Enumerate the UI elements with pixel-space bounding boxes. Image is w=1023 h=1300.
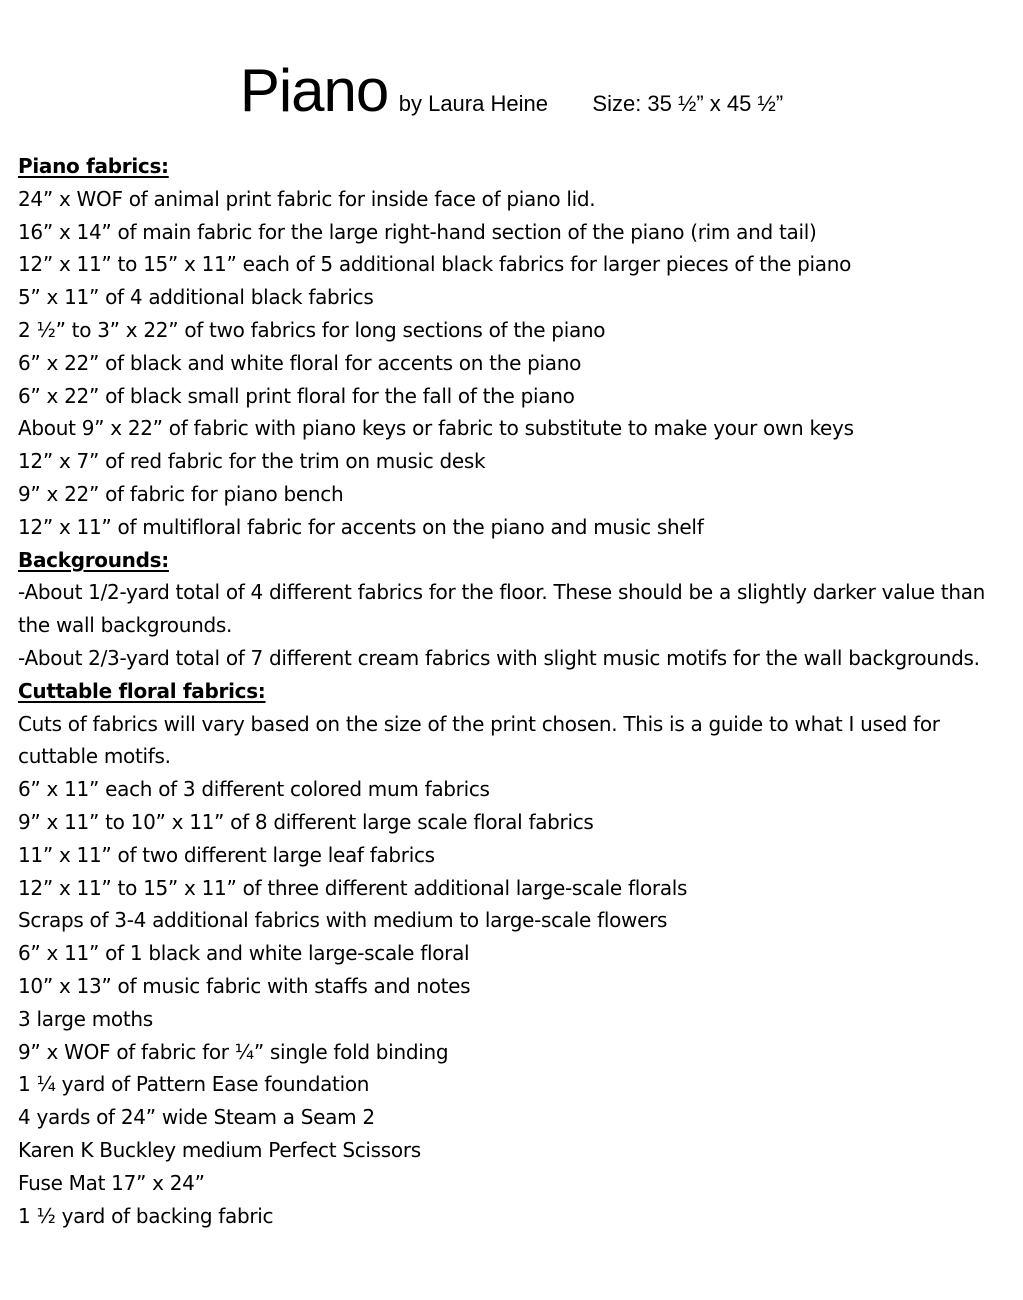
list-item: 11” x 11” of two different large leaf fabrics [18,842,435,867]
list-item: Scraps of 3-4 additional fabrics with medium to large-scale flowers [18,908,668,933]
list-item: 9” x 11” to 10” x 11” of 8 different large scale floral fabrics [18,809,594,834]
list-item: 9” x 22” of fabric for piano bench [18,481,344,506]
list-item: Karen K Buckley medium Perfect Scissors [18,1137,421,1162]
list-item: 12” x 7” of red fabric for the trim on music desk [18,449,486,474]
list-item: 9” x WOF of fabric for ¼” single fold binding [18,1039,449,1064]
list-item: 6” x 22” of black and white floral for accents on the piano [18,350,582,375]
list-item: 3 large moths [18,1006,153,1031]
list-item: 24” x WOF of animal print fabric for inside face of piano lid. [18,186,596,211]
list-item: Fuse Mat 17” x 24” [18,1170,205,1195]
list-item: 10” x 13” of music fabric with staffs and notes [18,973,471,998]
list-item: 5” x 11” of 4 additional black fabrics [18,285,374,310]
list-item: 6” x 11” each of 3 different colored mum fabrics [18,777,490,802]
list-item: 4 yards of 24” wide Steam a Seam 2 [18,1105,375,1130]
author-byline: by Laura Heine [398,91,548,116]
section-heading-backgrounds: Backgrounds: [18,547,169,572]
list-item: -About 1/2-yard total of 4 different fabrics for the floor. These should be a slightly darker value than the wall backgrounds. [18,580,986,638]
title-text: Piano [239,57,389,124]
section-heading-piano-fabrics: Piano fabrics: [18,154,169,178]
quilt-size: Size: 35 ½” x 45 ½” [592,91,784,116]
list-item: 12” x 11” to 15” x 11” of three different additional large-scale florals [18,875,688,900]
supply-list [18,150,1008,1232]
list-item: About 9” x 22” of fabric with piano keys or fabric to substitute to make your own keys [18,416,854,441]
page-title [0,56,1023,125]
list-item: 6” x 11” of 1 black and white large-scale floral [18,941,470,966]
list-item: 6” x 22” of black small print floral for the fall of the piano [18,383,575,408]
list-item: -About 2/3-yard total of 7 different cream fabrics with slight music motifs for the wall backgrounds. [18,645,980,670]
list-item: 1 ¼ yard of Pattern Ease foundation [18,1072,370,1097]
list-item: 12” x 11” to 15” x 11” each of 5 additional black fabrics for larger pieces of the piano [18,252,852,277]
list-item: Cuts of fabrics will vary based on the size of the print chosen. This is a guide to what I used for cuttable motifs. [18,711,940,769]
list-item: 16” x 14” of main fabric for the large right-hand section of the piano (rim and tail) [18,219,817,244]
list-item: 12” x 11” of multifloral fabric for accents on the piano and music shelf [18,514,704,539]
list-item: 1 ½ yard of backing fabric [18,1203,274,1228]
list-item: 2 ½” to 3” x 22” of two fabrics for long sections of the piano [18,317,606,342]
section-heading-cuttable-floral: Cuttable floral fabrics: [18,678,266,703]
